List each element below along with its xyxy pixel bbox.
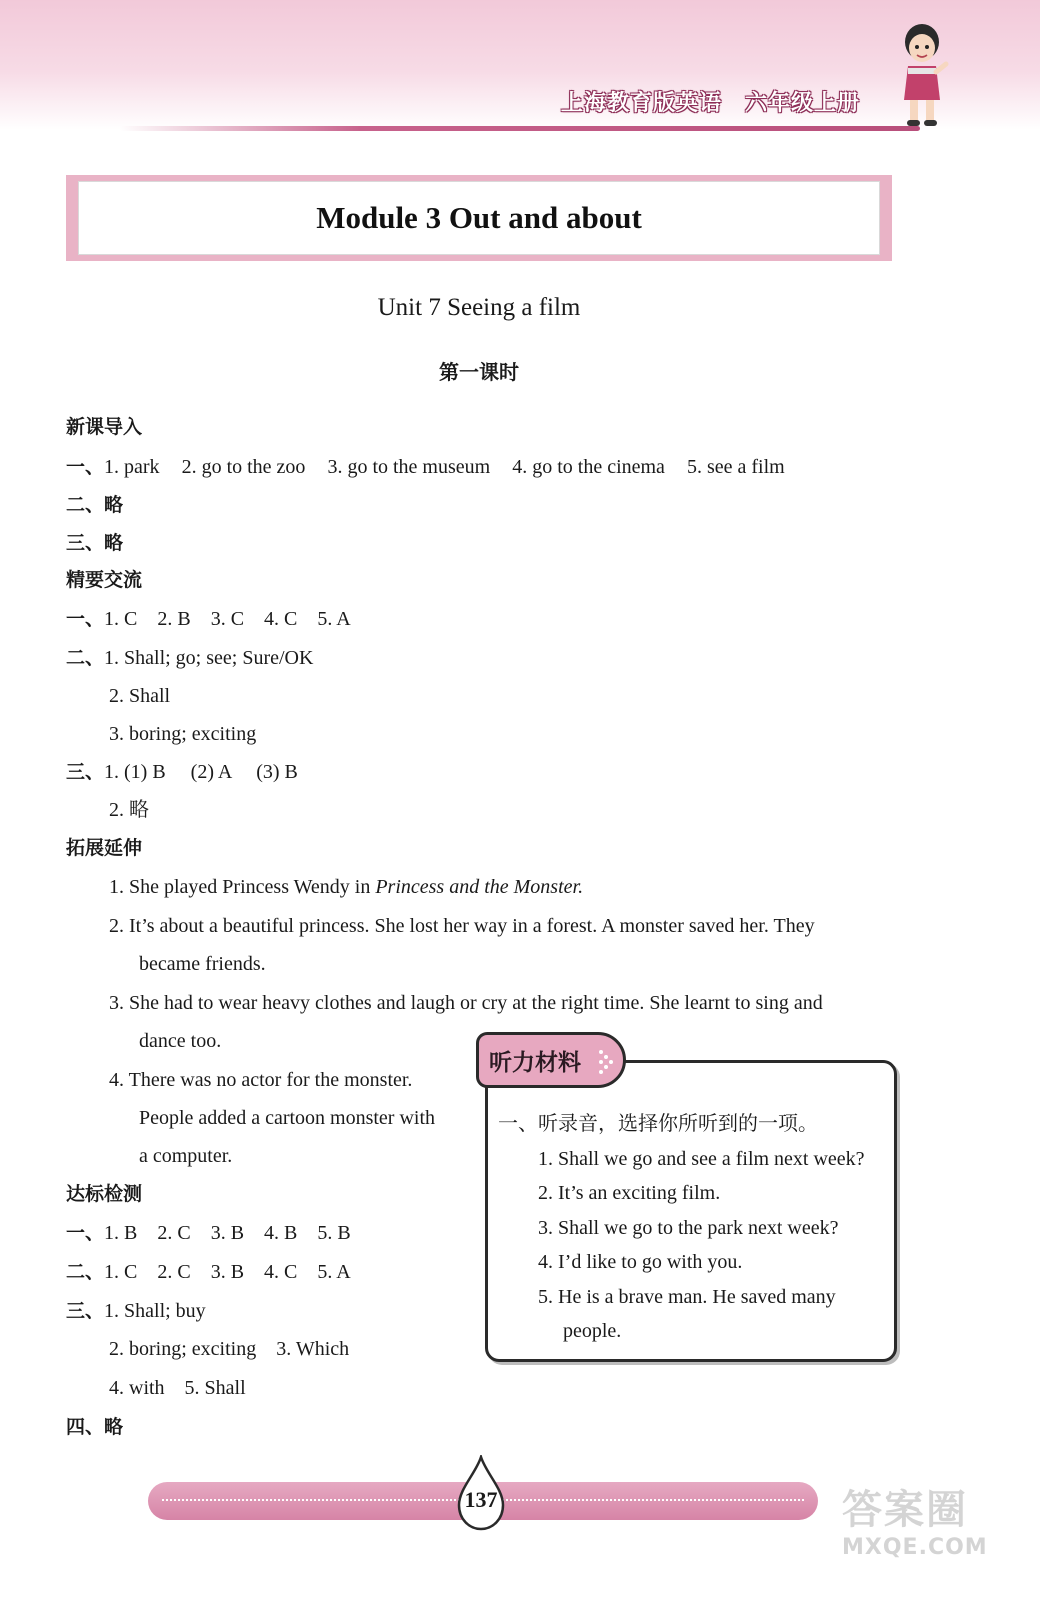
- answer-line-s4-q4: 四、略: [66, 1416, 124, 1438]
- unit-title: Unit 7 Seeing a film: [377, 294, 581, 321]
- listening-material-tab: [476, 1032, 626, 1088]
- answer-line-s2-q2-3: 3. boring; exciting: [109, 723, 257, 745]
- watermark-en: MXQE.COM: [842, 1535, 988, 1560]
- answer-line-s3-2a: 2. It’s about a beautiful princess. She lost her way in a forest. A monster saved her. They: [109, 915, 815, 937]
- answer-line-s3-3a: 3. She had to wear heavy clothes and laugh or cry at the right time. She learnt to sing and: [109, 992, 823, 1014]
- answer-line-s4-q2: [66, 1259, 351, 1285]
- answer-line-s3-4c: a computer.: [139, 1145, 233, 1167]
- question-number: 三、: [66, 1300, 105, 1322]
- answer-line-s2-q2-1: [66, 645, 313, 671]
- answer-line-s3-4a: 4. There was no actor for the monster.: [109, 1069, 413, 1091]
- section-title-key-exchange: 精要交流: [66, 569, 143, 591]
- answer-line-s3-4b: People added a cartoon monster with: [139, 1107, 436, 1129]
- answer-line-s4-q1: [66, 1220, 351, 1246]
- watermark-cn: 答案圈: [842, 1487, 968, 1533]
- listening-material-box: [485, 1060, 897, 1362]
- answer-text: 1. C 2. B 3. C 4. C 5. A: [104, 608, 351, 630]
- module-title: Module 3 Out and about: [316, 200, 642, 235]
- answer-text: 1. (1) B (2) A (3) B: [104, 761, 298, 783]
- question-number: 二、: [66, 1261, 105, 1283]
- answer-item: 3. go to the museum: [327, 456, 491, 478]
- section-title-extension: 拓展延伸: [66, 837, 143, 859]
- header-band: [0, 0, 1040, 130]
- section-title-new-lesson: 新课导入: [66, 416, 143, 438]
- answer-line-s4-q3-3: 4. with 5. Shall: [109, 1377, 246, 1399]
- answer-line-s1-q2: 二、略: [66, 494, 124, 516]
- listening-item: 2. It’s an exciting film.: [538, 1182, 721, 1204]
- lesson-title: 第一课时: [439, 360, 519, 384]
- module-title-box: [66, 175, 892, 261]
- question-number: 三、: [66, 761, 105, 783]
- answer-line-s1-q3: 三、略: [66, 532, 124, 554]
- film-title: Princess and the Monster.: [375, 876, 584, 898]
- question-number: 一、: [66, 456, 105, 478]
- header-rule: [120, 126, 920, 131]
- answer-text: 1. Shall; buy: [104, 1300, 206, 1322]
- chevron-dots-icon: [597, 1049, 617, 1075]
- listening-instruction: 一、听录音，选择你所听到的一项。: [498, 1111, 818, 1135]
- answer-text: 1. Shall; go; see; Sure/OK: [104, 647, 314, 669]
- answer-line-s3-1: [109, 874, 583, 900]
- answer-item: 1. park: [104, 456, 160, 478]
- answer-line-s4-q3-2: 2. boring; exciting 3. Which: [109, 1338, 350, 1360]
- answer-line-s3-2b: became friends.: [139, 953, 266, 975]
- answer-line-s2-q1: [66, 606, 351, 632]
- question-number: 一、: [66, 608, 105, 630]
- answer-text: 1. She played Princess Wendy in: [109, 876, 376, 898]
- listening-item: 5. He is a brave man. He saved many: [538, 1286, 836, 1308]
- listening-item: 1. Shall we go and see a film next week?: [538, 1148, 865, 1170]
- listening-item: 3. Shall we go to the park next week?: [538, 1217, 839, 1239]
- answer-line-s4-q3-1: [66, 1298, 206, 1324]
- answer-item: 4. go to the cinema: [512, 456, 665, 478]
- question-number: 二、: [66, 647, 105, 669]
- answer-item: 2. go to the zoo: [181, 456, 306, 478]
- book-title: 上海教育版英语 六年级上册: [560, 91, 860, 116]
- page-number: 137: [464, 1487, 498, 1512]
- answer-line-s2-q3-1: [66, 759, 298, 785]
- watermark: [842, 1478, 988, 1560]
- answer-item: 5. see a film: [686, 456, 785, 478]
- answer-text: 1. C 2. C 3. B 4. C 5. A: [104, 1261, 351, 1283]
- listening-material-label: 听力材料: [489, 1049, 581, 1076]
- section-title-assessment: 达标检测: [66, 1183, 143, 1205]
- answer-text: 1. B 2. C 3. B 4. B 5. B: [104, 1222, 351, 1244]
- listening-item: 4. I’d like to go with you.: [538, 1251, 743, 1273]
- answer-line-s2-q2-2: 2. Shall: [109, 685, 171, 707]
- answer-line-s3-3b: dance too.: [139, 1030, 222, 1052]
- girl-mascot-icon: [892, 18, 952, 133]
- answer-line-s1-q1: [66, 454, 785, 480]
- answer-line-s2-q3-2: 2. 略: [109, 799, 149, 821]
- question-number: 一、: [66, 1222, 105, 1244]
- listening-item: people.: [563, 1320, 622, 1342]
